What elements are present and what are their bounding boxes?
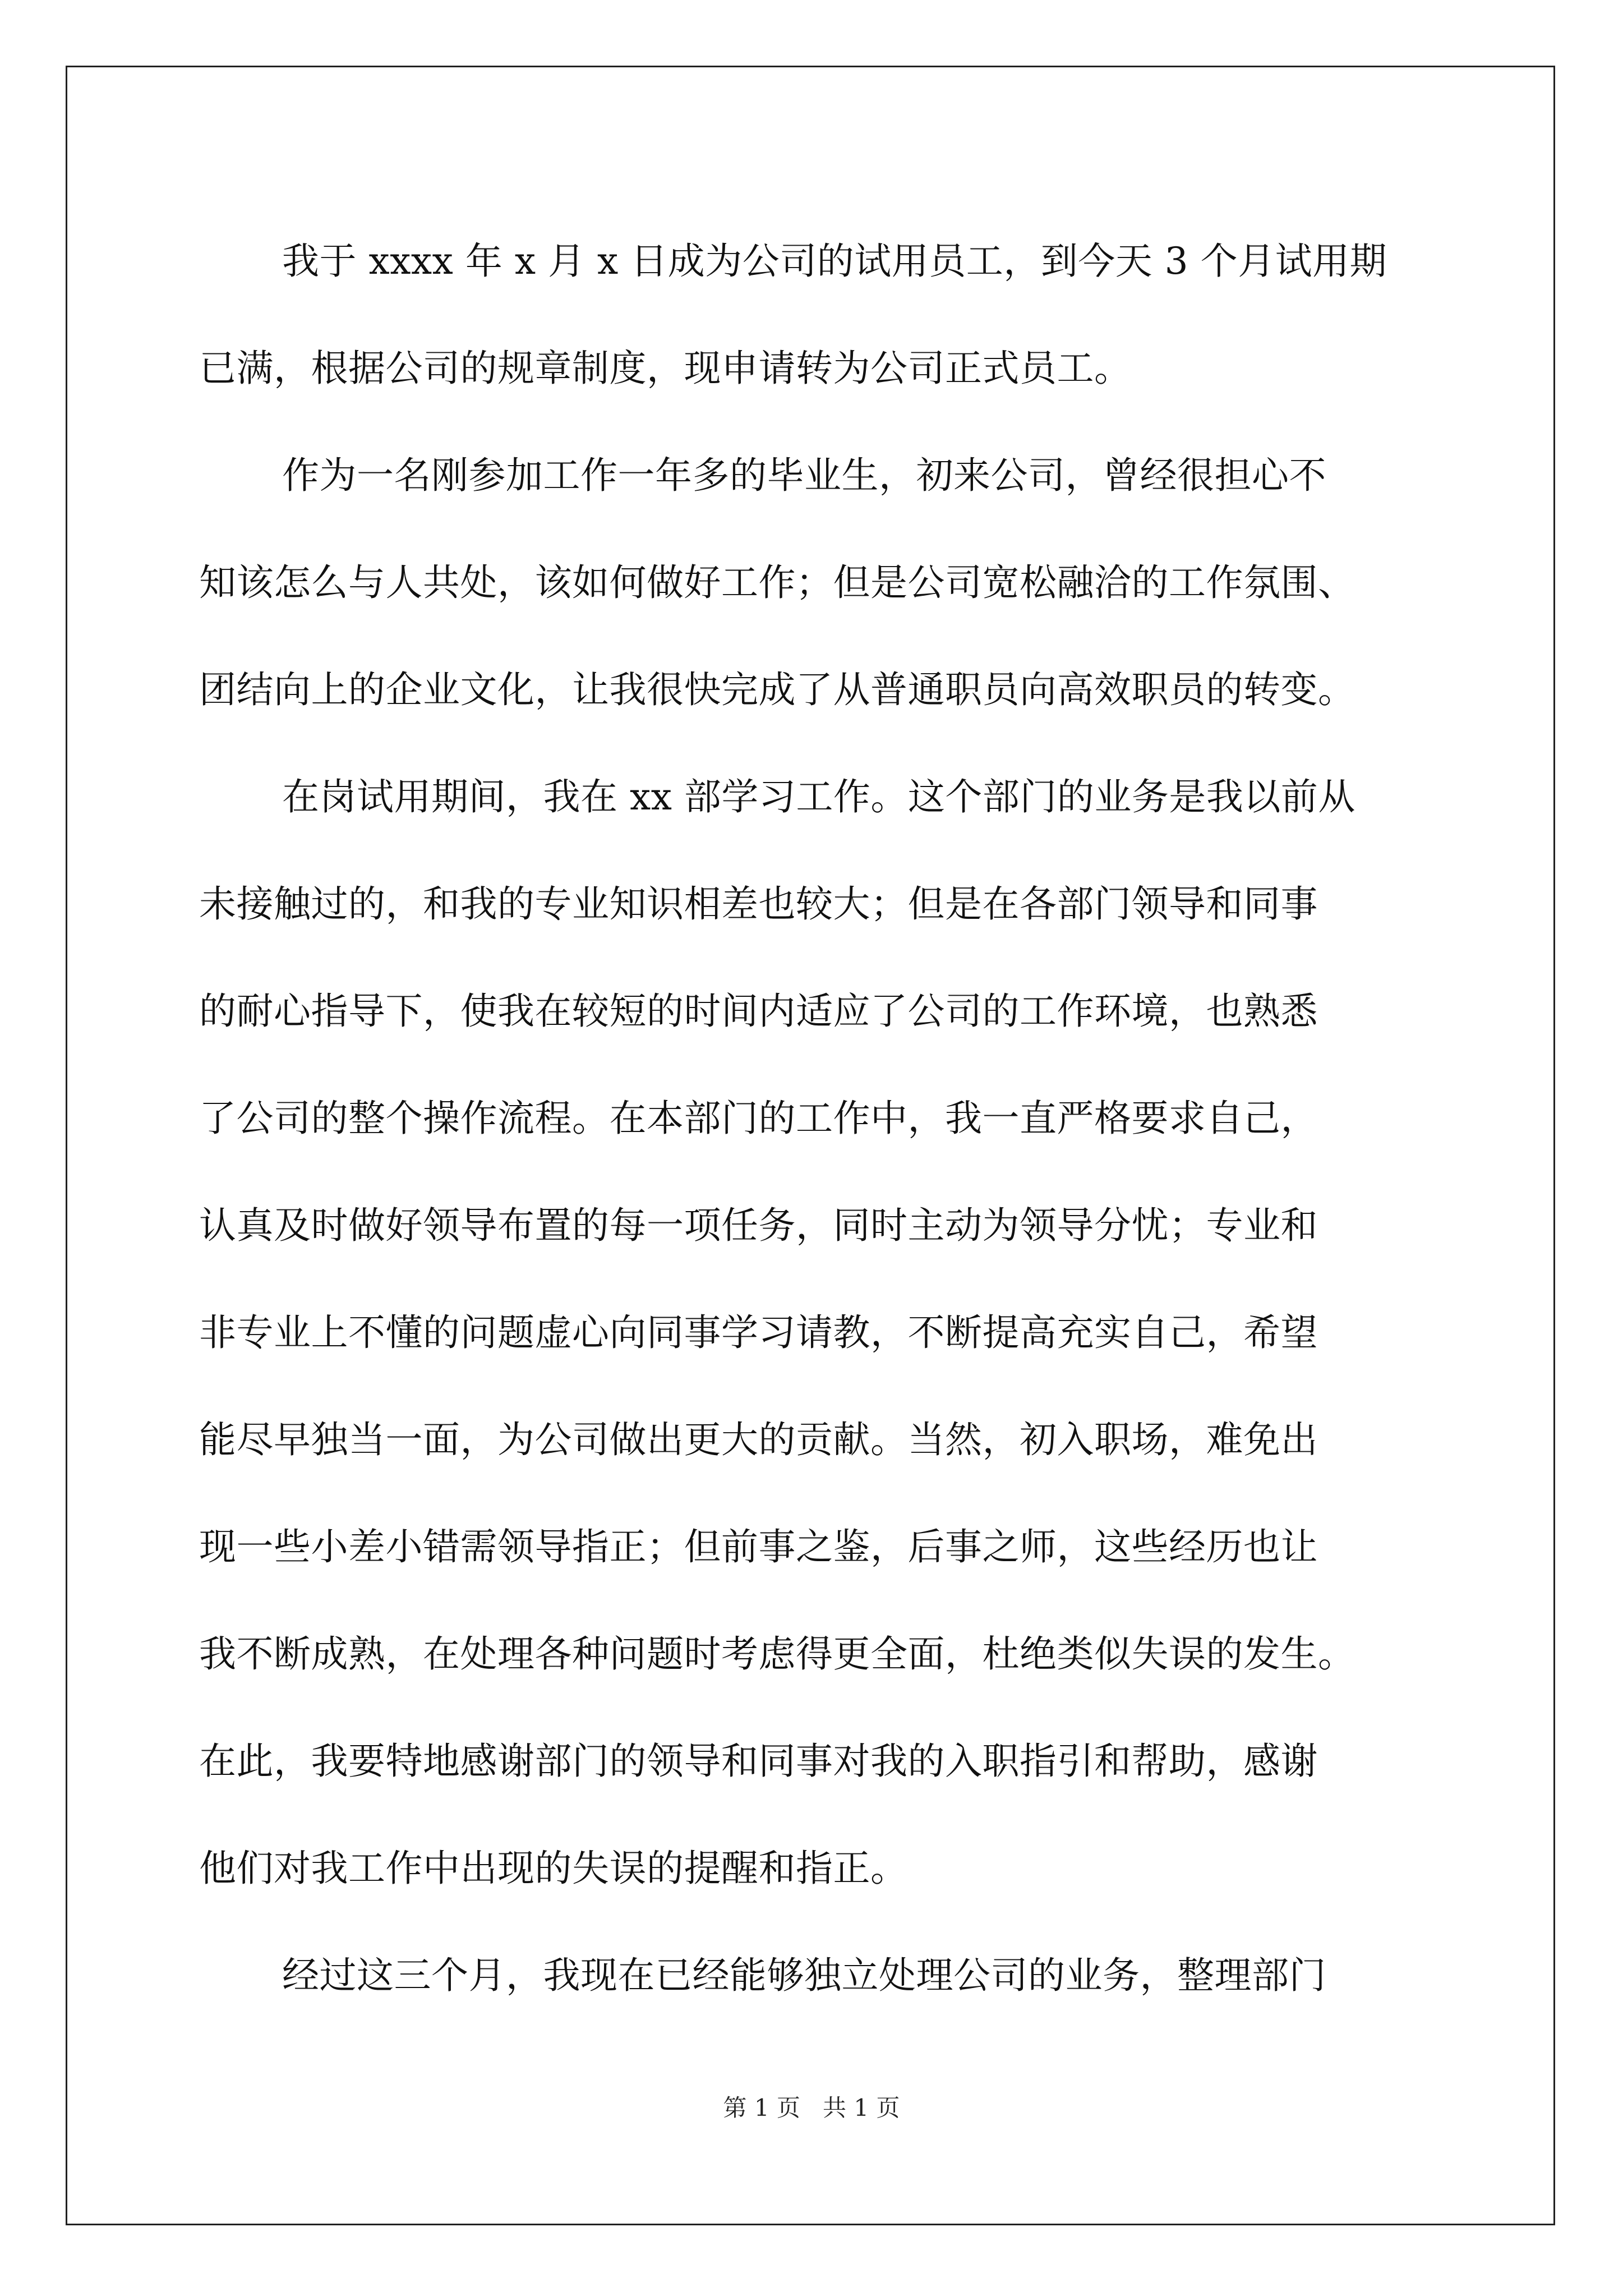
text-line: 他们对我工作中出现的失误的提醒和指正。 (199, 1847, 908, 1890)
text-line: 在岗试用期间，我在 xx 部学习工作。这个部门的业务是我以前从 (282, 775, 1355, 818)
text-line: 在此，我要特地感谢部门的领导和同事对我的入职指引和帮助，感谢 (199, 1740, 1318, 1783)
page-footer (0, 2090, 1623, 2123)
text-line: 经过这三个月，我现在已经能够独立处理公司的业务，整理部门 (282, 1954, 1326, 1997)
text-line: 我于 xxxx 年 x 月 x 日成为公司的试用员工，到今天 3 个月试用期 (282, 240, 1387, 283)
text-line: 认真及时做好领导布置的每一项任务，同时主动为领导分忧；专业和 (199, 1204, 1318, 1247)
text-line: 未接触过的，和我的专业知识相差也较大；但是在各部门领导和同事 (199, 882, 1318, 926)
text-line: 已满，根据公司的规章制度，现申请转为公司正式员工。 (199, 347, 1132, 390)
text-line: 非专业上不懂的问题虚心向同事学习请教，不断提高充实自己，希望 (199, 1311, 1318, 1354)
text-line: 作为一名刚参加工作一年多的毕业生，初来公司，曾经很担心不 (282, 454, 1326, 497)
document-body (199, 208, 1427, 2029)
text-line: 团结向上的企业文化，让我很快完成了从普通职员向高效职员的转变。 (199, 668, 1355, 711)
text-line: 了公司的整个操作流程。在本部门的工作中，我一直严格要求自己， (199, 1097, 1318, 1140)
text-line: 我不断成熟，在处理各种问题时考虑得更全面，杜绝类似失误的发生。 (199, 1632, 1355, 1676)
text-line: 能尽早独当一面，为公司做出更大的贡献。当然，初入职场，难免出 (199, 1418, 1318, 1461)
text-line: 的耐心指导下，使我在较短的时间内适应了公司的工作环境，也熟悉 (199, 990, 1318, 1033)
page-total: 共 1 页 (823, 2094, 900, 2122)
text-line: 知该怎么与人共处，该如何做好工作；但是公司宽松融洽的工作氛围、 (199, 561, 1355, 604)
text-line: 现一些小差小错需领导指正；但前事之鉴，后事之师，这些经历也让 (199, 1525, 1318, 1568)
page-number: 第 1 页 (723, 2094, 800, 2122)
